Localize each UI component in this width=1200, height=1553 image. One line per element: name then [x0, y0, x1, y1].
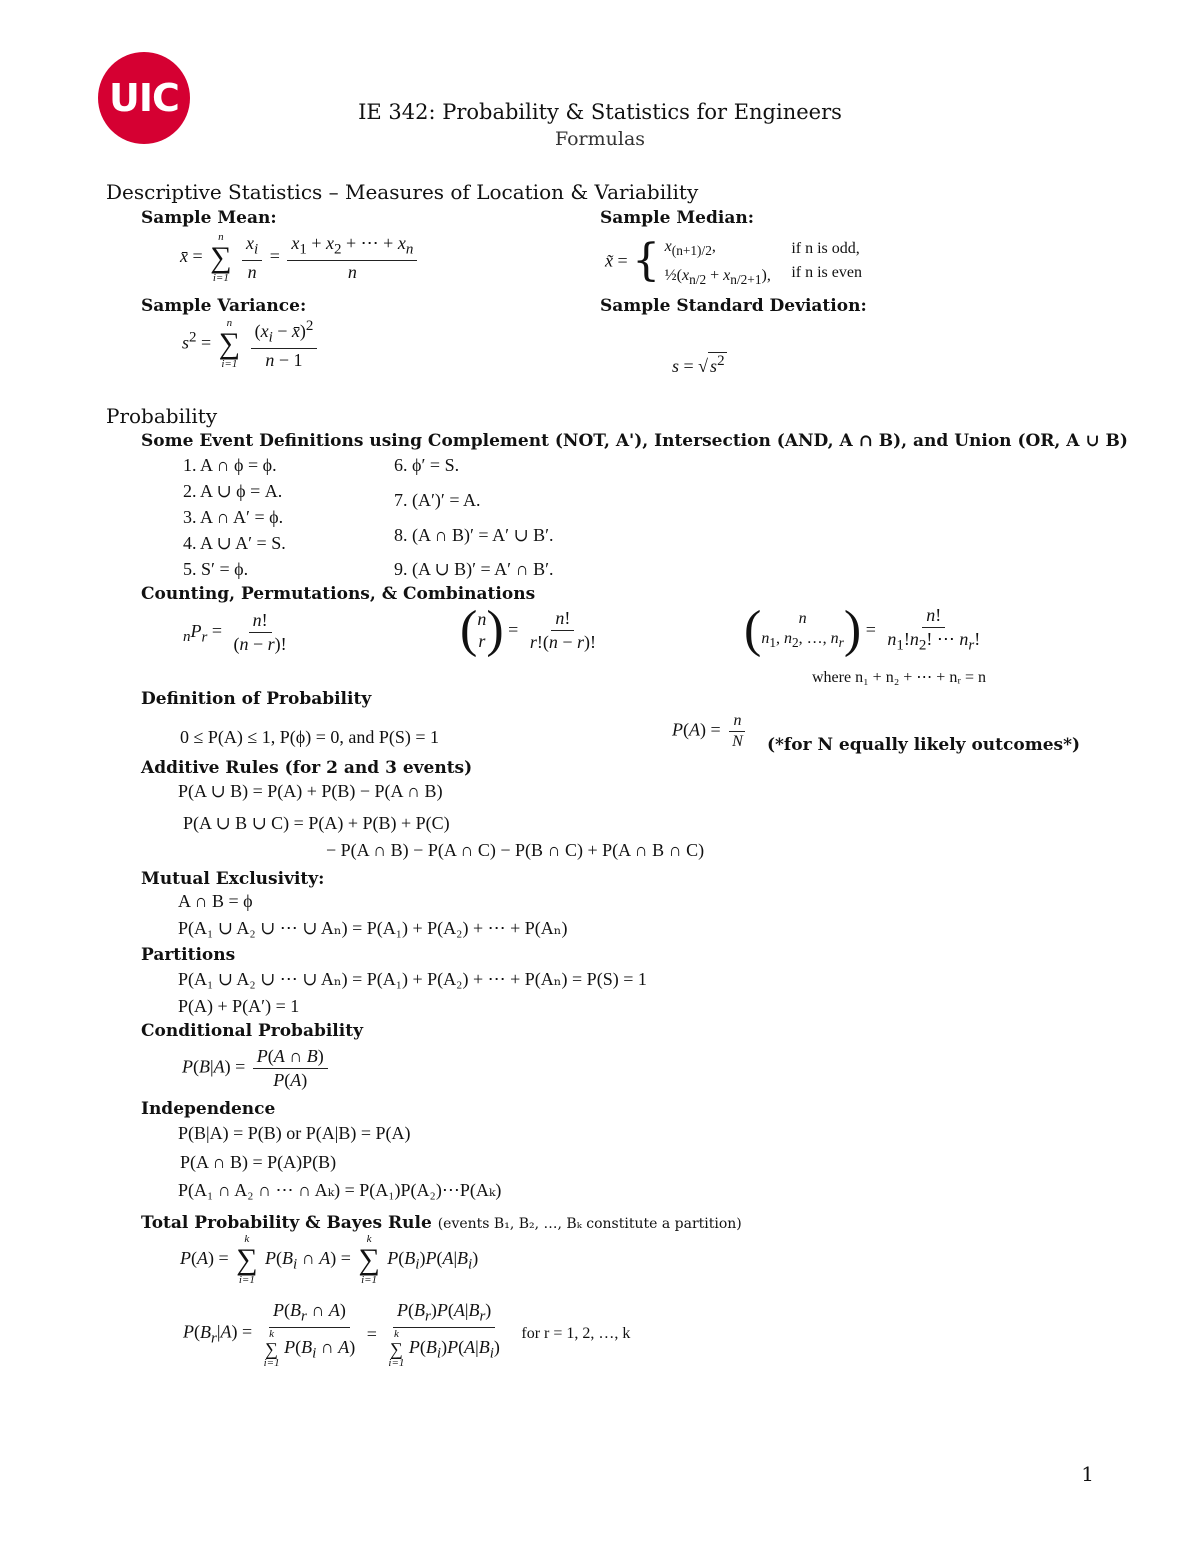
- bayes-note: (events B₁, B₂, …, Bₖ constitute a partition): [437, 1216, 742, 1232]
- event-def-9: 9. (A ∪ B)′ = A′ ∩ B′.: [394, 559, 554, 579]
- page-number: 1: [1081, 1462, 1094, 1486]
- sample-sd-label: Sample Standard Deviation:: [600, 296, 867, 316]
- sample-variance-label: Sample Variance:: [141, 296, 307, 316]
- independence-1: P(B|A) = P(B) or P(A|B) = P(A): [178, 1123, 411, 1143]
- multinomial-formula: ( n $n_1$, $n_2$, …, $n_r$ ) = $\frac{n!}{n_1!n_2! \cdots n_r!}$: [744, 601, 981, 658]
- definition-label: Definition of Probability: [141, 689, 372, 709]
- additive-label: Additive Rules (for 2 and 3 events): [141, 758, 473, 778]
- equally-likely-note: (*for N equally likely outcomes*): [767, 735, 1081, 755]
- permutation-formula: $_nP_r$ = $\frac{n!}{(n - r)!}$: [183, 610, 287, 654]
- bayes-range: for r = 1, 2, …, k: [521, 1325, 631, 1343]
- sample-variance-formula: $s^2$ = n ∑ i=1 $\frac{(x_i - x̄)^2}{n - 1}$: [182, 318, 320, 371]
- mutual-exclusivity-1: A ∩ B = ϕ: [178, 891, 253, 911]
- logo-text: UIC: [109, 76, 179, 120]
- event-def-6: 6. ϕ′ = S.: [394, 455, 460, 475]
- page-title: IE 342: Probability & Statistics for Engineers: [358, 100, 842, 124]
- median-even-condition: if n is even: [791, 264, 862, 282]
- event-def-3: 3. A ∩ A′ = ϕ.: [183, 507, 284, 527]
- additive-2-events: P(A ∪ B) = P(A) + P(B) − P(A ∩ B): [178, 781, 443, 801]
- event-def-5: 5. S′ = ϕ.: [183, 559, 249, 579]
- bayes-formula: $P(B_r|A)$ = $P(B_r$ ∩ A) k ∑ i=1 $P(B_i$ ∩ A) = $P(B_r)P(A|B_r)$ k ∑ i=1 $P(B_i)P(A|B_i)$ for r = 1, 2, …, k: [183, 1300, 631, 1369]
- sample-median-label: Sample Median:: [600, 208, 754, 228]
- event-def-4: 4. A ∪ A′ = S.: [183, 533, 286, 553]
- probability-heading: Probability: [106, 404, 218, 428]
- event-def-1: 1. A ∩ ϕ = ϕ.: [183, 455, 277, 475]
- counting-label: Counting, Permutations, & Combinations: [141, 584, 536, 604]
- descriptive-heading: Descriptive Statistics – Measures of Location & Variability: [106, 180, 699, 204]
- conditional-formula: P(B|A) = $\frac{P(A \cap B)}{P(A)}$: [182, 1046, 331, 1091]
- independence-3: P(A₁ ∩ A₂ ∩ ⋯ ∩ Aₖ) = P(A₁)P(A₂)⋯P(Aₖ): [178, 1180, 502, 1200]
- definition-formula: 0 ≤ P(A) ≤ 1, P(ϕ) = 0, and P(S) = 1: [180, 727, 440, 747]
- partitions-1: P(A₁ ∪ A₂ ∪ ⋯ ∪ Aₙ) = P(A₁) + P(A₂) + ⋯ + P(Aₙ) = P(S) = 1: [178, 969, 647, 989]
- independence-label: Independence: [141, 1099, 276, 1119]
- sample-sd-formula: s = √ $s^2$: [672, 353, 725, 376]
- total-probability-formula: P(A) = k ∑ i=1 $P(B_i$ ∩ A) = k ∑ i=1 $P(B_i)P(A|B_i)$: [180, 1233, 479, 1286]
- independence-2: P(A ∩ B) = P(A)P(B): [180, 1152, 337, 1172]
- sample-mean-label: Sample Mean:: [141, 208, 277, 228]
- event-def-8: 8. (A ∩ B)′ = A′ ∪ B′.: [394, 525, 554, 545]
- partitions-label: Partitions: [141, 945, 236, 965]
- page-subtitle: Formulas: [554, 128, 646, 150]
- event-definitions-label: Some Event Definitions using Complement (NOT, A'), Intersection (AND, A ∩ B), and Union (OR, A ∪ B): [141, 431, 1128, 451]
- multinomial-where: where n₁ + n₂ + ⋯ + nᵣ = n: [812, 669, 987, 686]
- median-odd-condition: if n is odd,: [791, 240, 860, 258]
- bayes-label-text: Total Probability & Bayes Rule: [141, 1213, 432, 1233]
- conditional-label: Conditional Probability: [141, 1021, 363, 1041]
- sample-median-formula: x̃ = { $x_{(n+1)/2}$, $\frac{1}{2}(x_{n/2} + x_{n/2+1})$, if n is odd, if n is even: [605, 235, 862, 288]
- mutual-exclusivity-label: Mutual Exclusivity:: [141, 869, 325, 889]
- combination-formula: ( n r ) = $\frac{n!}{r!(n - r)!}$: [460, 601, 596, 658]
- additive-3-events-line2: − P(A ∩ B) − P(A ∩ C) − P(B ∩ C) + P(A ∩ B ∩ C): [326, 840, 705, 860]
- mutual-exclusivity-2: P(A₁ ∪ A₂ ∪ ⋯ ∪ Aₙ) = P(A₁) + P(A₂) + ⋯ + P(Aₙ): [178, 918, 568, 938]
- equally-likely-formula: P(A) = $\frac{n}{N}$: [672, 712, 750, 751]
- event-def-2: 2. A ∪ ϕ = A.: [183, 481, 283, 501]
- sample-mean-formula: x̄ = n ∑ i=1 $\frac{x_i}{n}$ = $\frac{x_1 + x_2 + \cdots + x_n}{n}$: [180, 232, 420, 284]
- additive-3-events-line1: P(A ∪ B ∪ C) = P(A) + P(B) + P(C): [183, 813, 450, 833]
- event-def-7: 7. (A′)′ = A.: [394, 490, 481, 510]
- partitions-2: P(A) + P(A′) = 1: [178, 996, 300, 1016]
- bayes-label: [141, 1213, 742, 1233]
